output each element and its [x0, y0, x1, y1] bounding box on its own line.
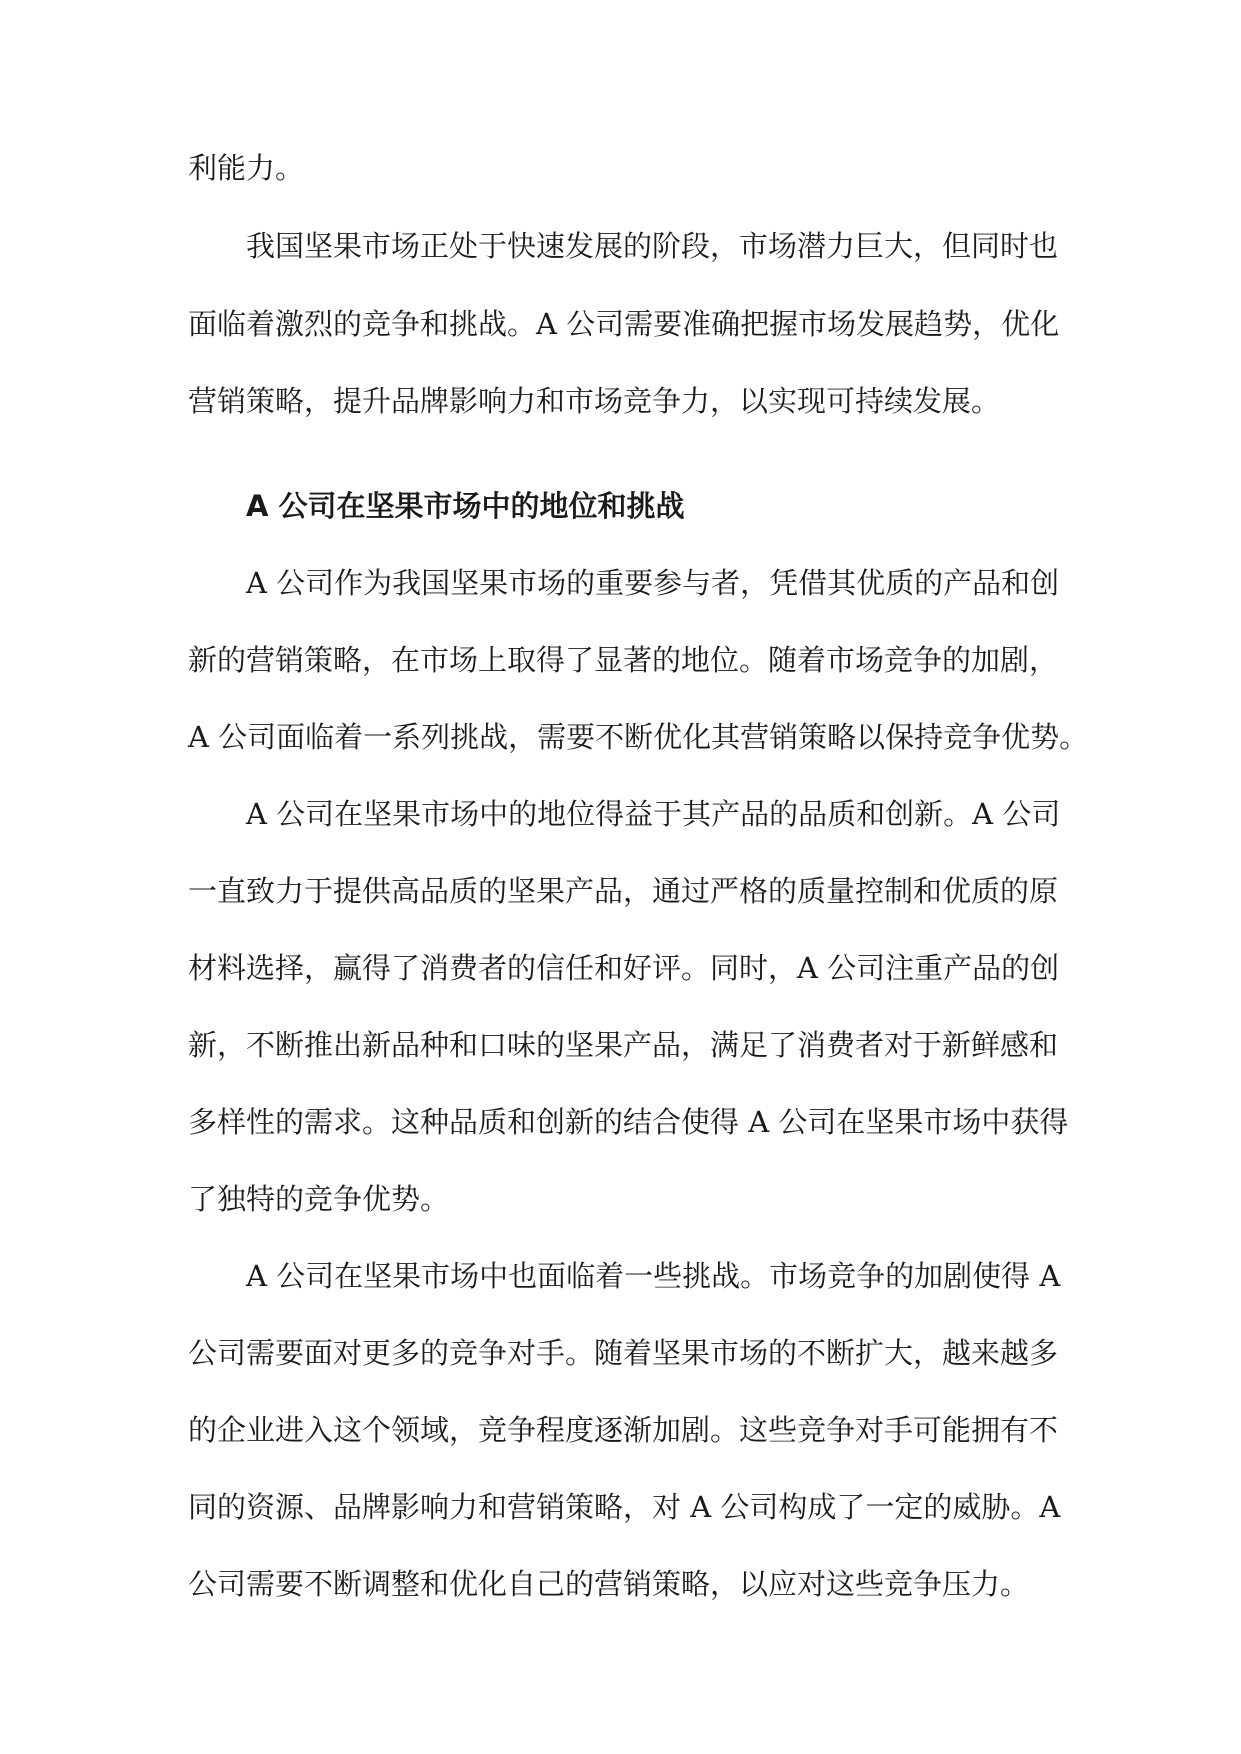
- paragraph-line: 营销策略，提升品牌影响力和市场竞争力，以实现可持续发展。: [188, 384, 1001, 418]
- paragraph-line: A 公司在坚果市场中的地位得益于其产品的品质和创新。A 公司: [246, 797, 1061, 831]
- paragraph-line: 多样性的需求。这种品质和创新的结合使得 A 公司在坚果市场中获得: [188, 1105, 1069, 1139]
- paragraph-line: 的企业进入这个领域，竞争程度逐渐加剧。这些竞争对手可能拥有不: [188, 1413, 1059, 1447]
- paragraph-line: A 公司作为我国坚果市场的重要参与者，凭借其优质的产品和创: [246, 566, 1060, 600]
- paragraph-line: 同的资源、品牌影响力和营销策略，对 A 公司构成了一定的威胁。A: [188, 1490, 1061, 1524]
- paragraph-line: 公司需要面对更多的竞争对手。随着坚果市场的不断扩大，越来越多: [188, 1336, 1059, 1370]
- paragraph-line: 利能力。: [188, 151, 305, 185]
- paragraph-line: 一直致力于提供高品质的坚果产品，通过严格的质量控制和优质的原: [188, 874, 1059, 908]
- paragraph-line: 了独特的竞争优势。: [188, 1182, 450, 1216]
- paragraph-line: A 公司在坚果市场中也面临着一些挑战。市场竞争的加剧使得 A: [246, 1259, 1061, 1293]
- paragraph-line: 材料选择，赢得了消费者的信任和好评。同时，A 公司注重产品的创: [188, 951, 1060, 985]
- paragraph-line: 面临着激烈的竞争和挑战。A 公司需要准确把握市场发展趋势，优化: [188, 307, 1060, 341]
- paragraph-line: 新，不断推出新品种和口味的坚果产品，满足了消费者对于新鲜感和: [188, 1028, 1059, 1062]
- paragraph-line: 公司需要不断调整和优化自己的营销策略，以应对这些竞争压力。: [188, 1567, 1030, 1601]
- paragraph-line: 我国坚果市场正处于快速发展的阶段，市场潜力巨大，但同时也: [246, 229, 1059, 263]
- paragraph-line: A 公司面临着一系列挑战，需要不断优化其营销策略以保持竞争优势。: [188, 720, 1089, 754]
- section-heading: A 公司在坚果市场中的地位和挑战: [246, 489, 685, 523]
- paragraph-line: 新的营销策略，在市场上取得了显著的地位。随着市场竞争的加剧，: [188, 643, 1059, 677]
